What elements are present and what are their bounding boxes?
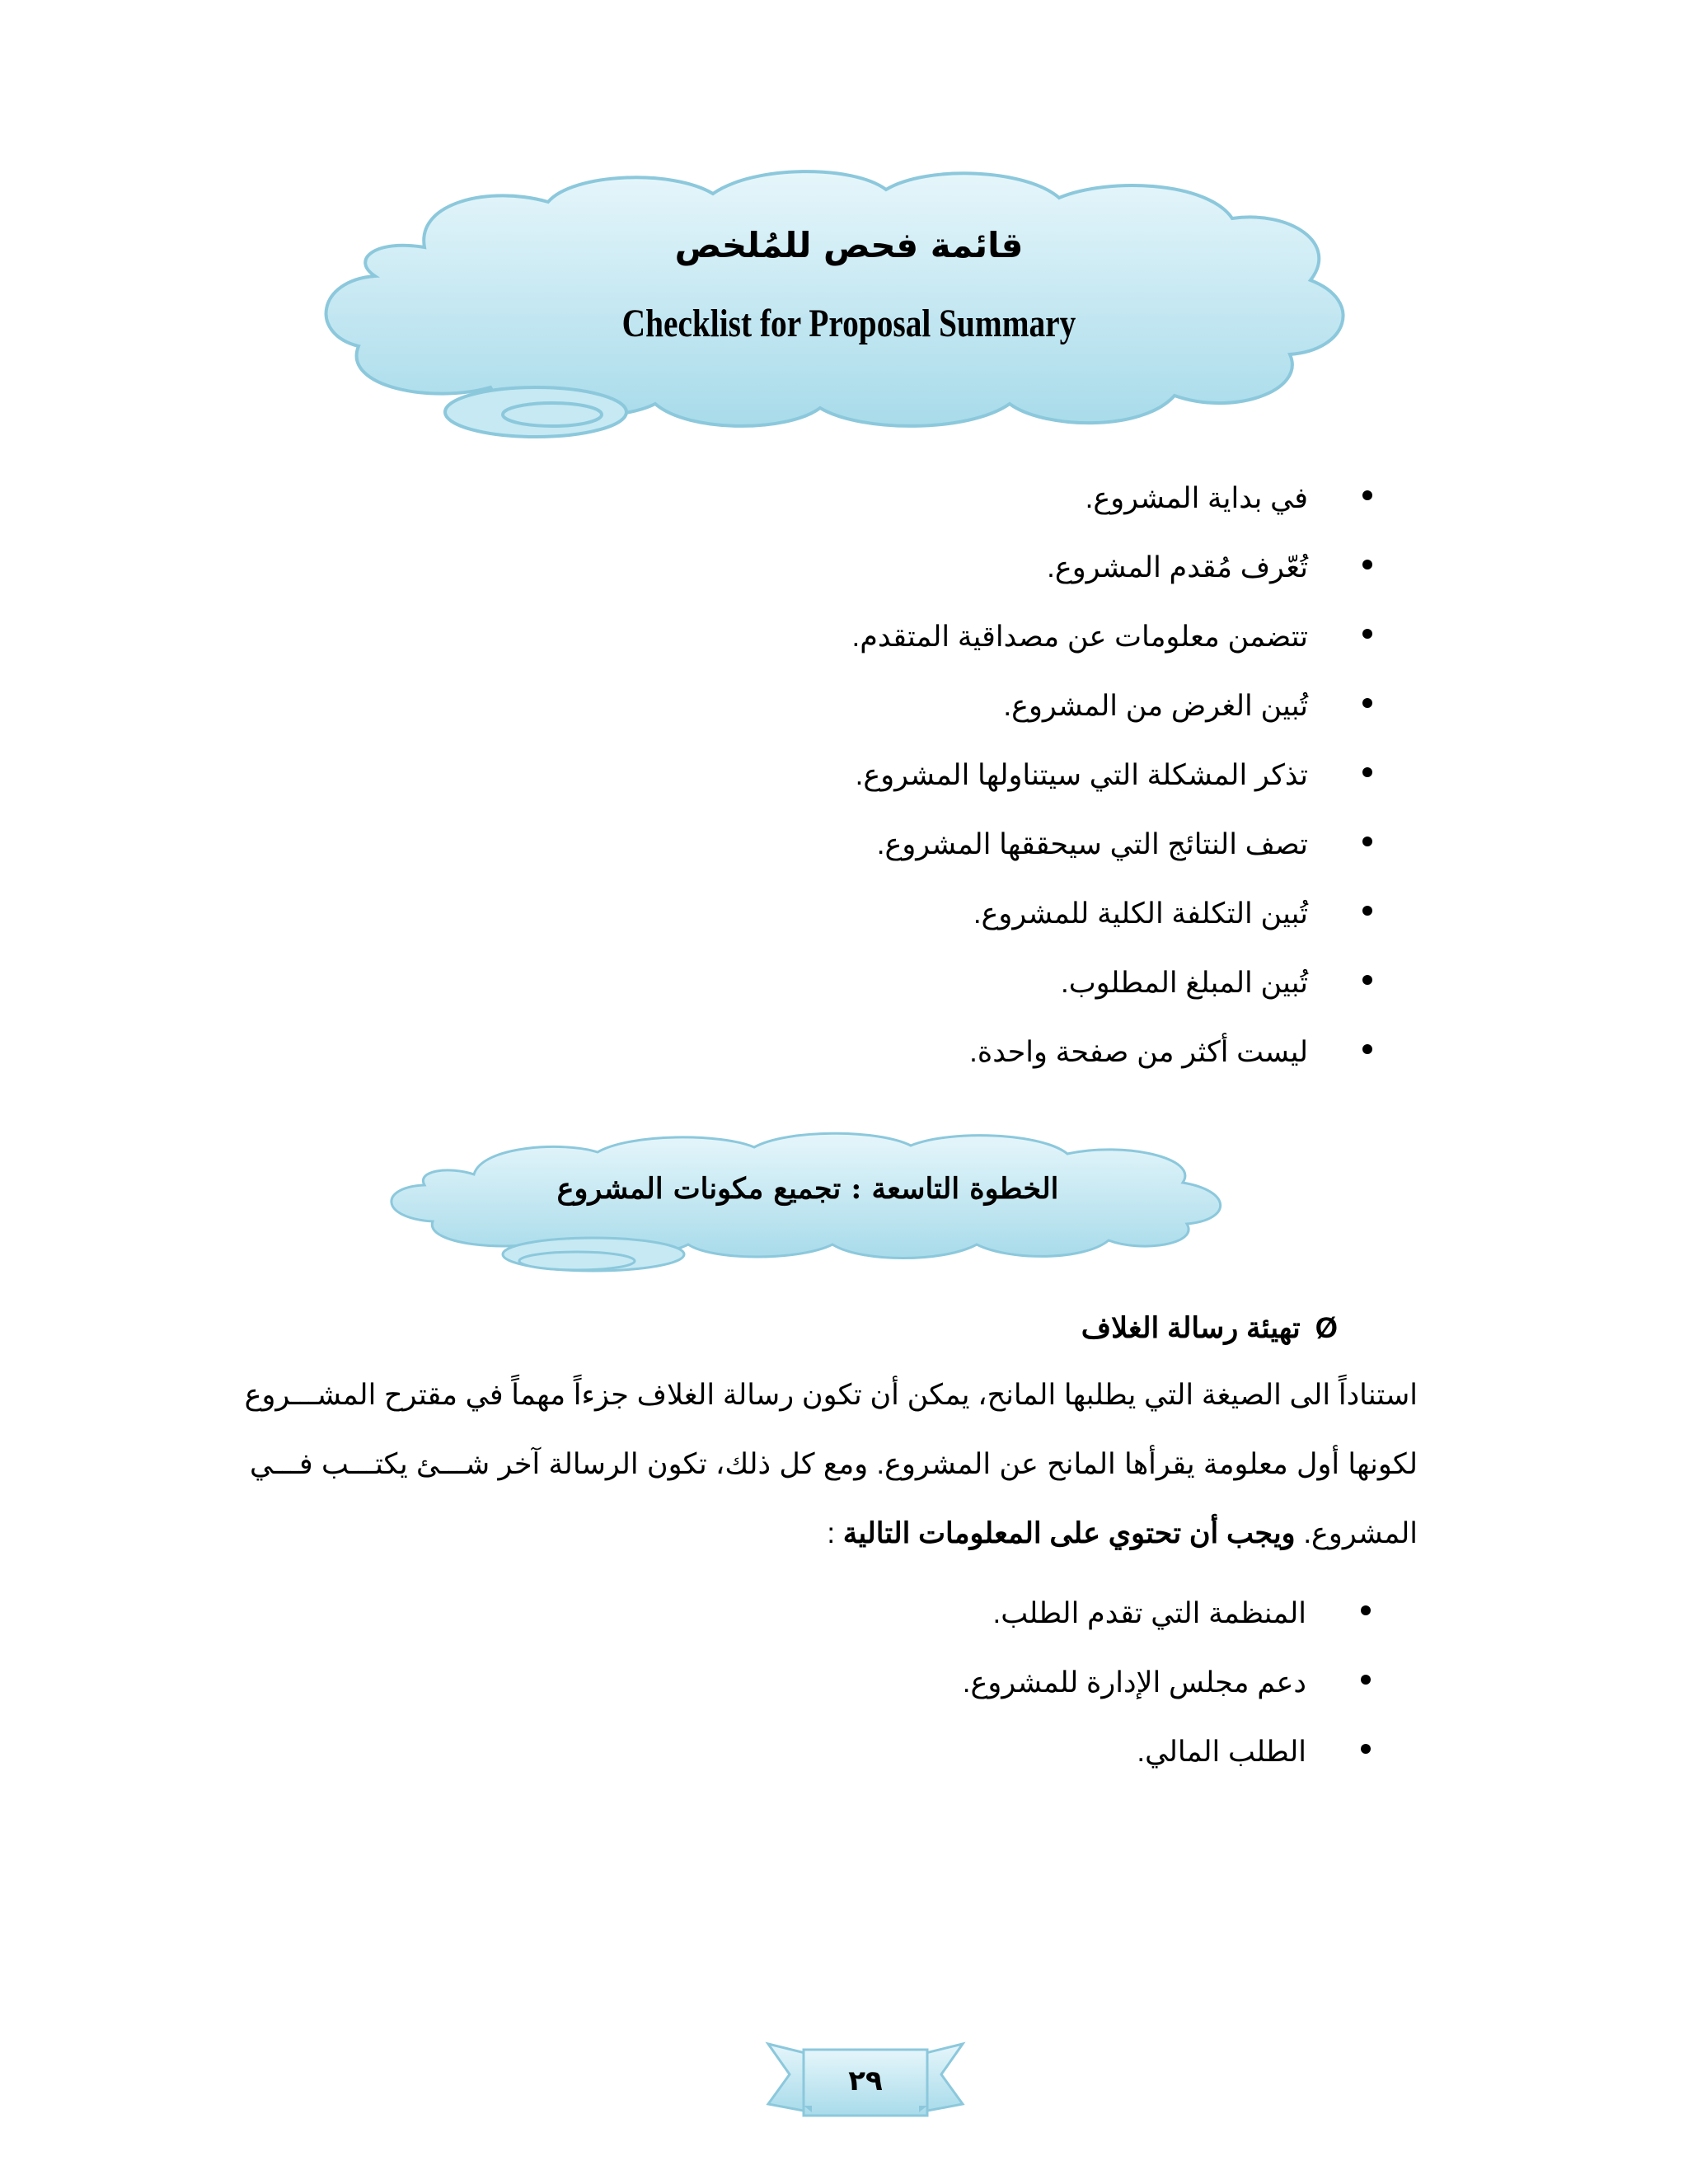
paragraph-line: لكونها أول معلومة يقرأها المانح عن المشروع. ومع كل ذلك، تكون الرسالة آخر شـــئ يكتـــب فـــي	[250, 1448, 1418, 1480]
header-title-ar: قائمة فحص للمُلخص	[674, 225, 1024, 265]
bullet-icon	[1362, 975, 1372, 985]
list-item: المنظمة التي تقدم الطلب.	[299, 1597, 1371, 1666]
list-item: تتضمن معلومات عن مصداقية المتقدم.	[301, 621, 1372, 690]
list-item: دعم مجلس الإدارة للمشروع.	[299, 1666, 1371, 1736]
list-item: تُبين التكلفة الكلية للمشروع.	[301, 898, 1372, 967]
paragraph-text: :	[827, 1517, 843, 1549]
step-cloud	[383, 1129, 1232, 1273]
checklist	[301, 482, 1372, 1105]
section-title: تهيئة رسالة الغلاف	[1081, 1312, 1301, 1344]
paragraph-emphasis: ويجب أن تحتوي على المعلومات التالية	[842, 1517, 1296, 1549]
bullet-icon	[1362, 1044, 1372, 1054]
bullet-icon	[1361, 1744, 1371, 1754]
page-number-ribbon	[767, 2040, 964, 2122]
list-item: تصف النتائج التي سيحققها المشروع.	[301, 828, 1372, 898]
paragraph-text: المشروع.	[1295, 1517, 1418, 1549]
header-title-en: Checklist for Proposal Summary	[621, 302, 1076, 345]
bullet-icon	[1362, 560, 1372, 569]
header-cloud	[326, 169, 1372, 441]
bullet-icon	[1362, 490, 1372, 500]
list-item: تُعّرف مُقدم المشروع.	[301, 551, 1372, 621]
list-item: في بداية المشروع.	[301, 482, 1372, 551]
list-item: تُبين المبلغ المطلوب.	[301, 967, 1372, 1036]
bullet-icon	[1361, 1675, 1371, 1685]
bullet-icon	[1362, 629, 1372, 639]
bullet-icon	[1362, 698, 1372, 708]
list-item: الطلب المالي.	[299, 1736, 1371, 1805]
bullet-icon	[1362, 767, 1372, 777]
paragraph-line	[250, 1517, 1418, 1586]
list-item: تذكر المشكلة التي سيتناولها المشروع.	[301, 759, 1372, 828]
list-item: تُبين الغرض من المشروع.	[301, 690, 1372, 759]
list-item: ليست أكثر من صفحة واحدة.	[301, 1036, 1372, 1105]
bullet-icon	[1362, 906, 1372, 916]
bullet-icon	[1362, 837, 1372, 846]
step-title: الخطوة التاسعة : تجميع مكونات المشروع	[556, 1172, 1059, 1206]
bullet-icon	[1361, 1605, 1371, 1615]
cover-letter-paragraph	[244, 1379, 1418, 1586]
arrow-marker-icon: Ø	[1315, 1312, 1338, 1344]
paragraph-line: استناداً الى الصيغة التي يطلبها المانح، يمكن أن تكون رسالة الغلاف جزءاً مهماً في مقترح المشـــروع	[244, 1379, 1418, 1411]
cover-letter-list	[299, 1597, 1371, 1805]
section-heading	[1081, 1312, 1338, 1345]
page-number: ٢٩	[848, 2064, 883, 2097]
